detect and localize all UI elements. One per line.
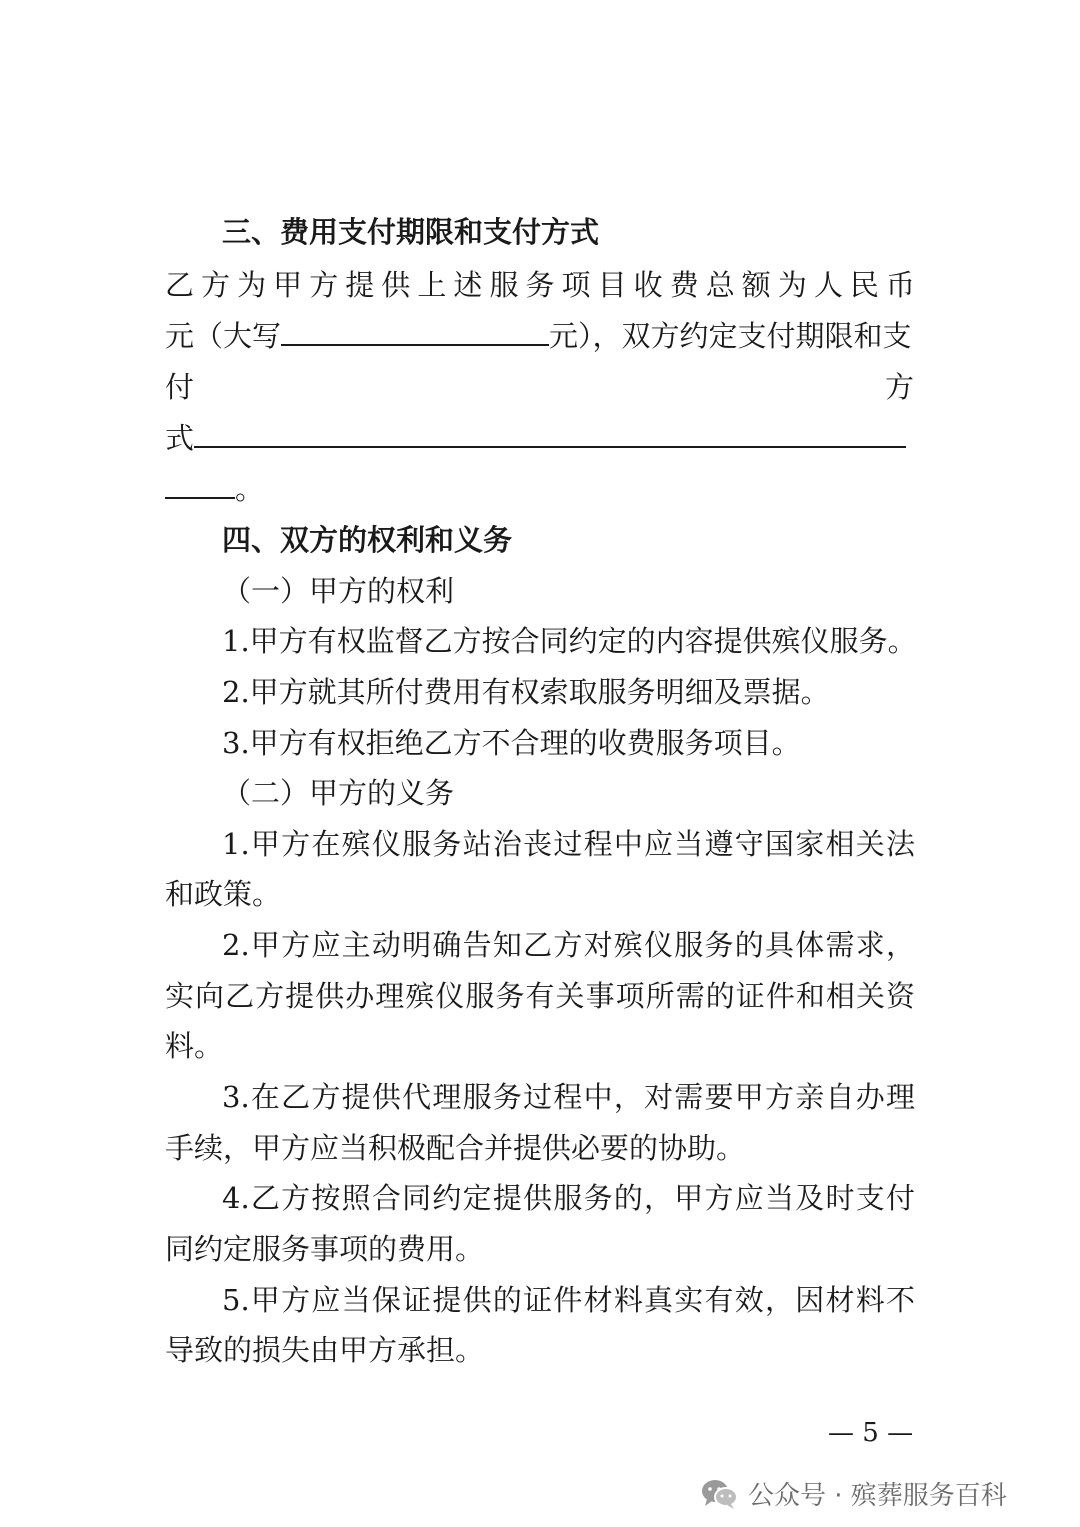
section3-heading: 三、费用支付期限和支付方式 (222, 215, 600, 249)
section3-line4 (165, 421, 906, 455)
duty2-line3: 料。 (165, 1029, 224, 1063)
section3-line5 (165, 472, 264, 506)
duty3-line2: 手续，甲方应当积极配合并提供必要的协助。 (165, 1131, 746, 1165)
duty5-line2: 导致的损失由甲方承担。 (165, 1333, 485, 1367)
section3-line1: 乙方为甲方提供上述服务项目收费总额为人民币 (165, 268, 915, 302)
section3-line2 (165, 319, 912, 353)
section3-line5-end: 。 (235, 472, 265, 506)
section4-heading: 四、双方的权利和义务 (222, 523, 513, 557)
payment-method-blank (194, 422, 906, 448)
right-item: 1.甲方有权监督乙方按合同约定的内容提供殡仪服务。 (222, 624, 917, 658)
section3-line3-left: 付 (165, 370, 195, 404)
sub-heading-duties: （二）甲方的义务 (222, 776, 455, 810)
section3-line4-pre: 式 (165, 421, 195, 455)
payment-method-blank-cont (165, 473, 235, 499)
page-number: — 5 — (828, 1418, 914, 1448)
duty4-line1: 4.乙方按照合同约定提供服务的，甲方应当及时支付 (222, 1181, 915, 1215)
section3-line2-post: 元），双方约定支付期限和支 (549, 319, 912, 353)
section3-line3-right: 方 (885, 370, 915, 404)
right-item: 2.甲方就其所付费用有权索取服务明细及票据。 (222, 675, 830, 709)
section3-line2-pre: 元（大写 (165, 319, 282, 353)
duty3-line1: 3.在乙方提供代理服务过程中，对需要甲方亲自办理 (222, 1080, 915, 1114)
duty5-line1: 5.甲方应当保证提供的证件材料真实有效，因材料不 (222, 1283, 915, 1317)
right-item: 3.甲方有权拒绝乙方不合理的收费服务项目。 (222, 726, 801, 760)
duty4-line2: 同约定服务事项的费用。 (165, 1232, 485, 1266)
amount-blank (281, 320, 549, 346)
duty2-line1: 2.甲方应主动明确告知乙方对殡仪服务的具体需求， (222, 928, 915, 962)
watermark-text: 公众号 · 殡葬服务百科 (748, 1481, 1007, 1511)
duty1-line2: 和政策。 (165, 877, 282, 911)
watermark (700, 1475, 1007, 1512)
wechat-icon (700, 1477, 740, 1511)
sub-heading-rights: （一）甲方的权利 (222, 574, 455, 608)
duty1-line1: 1.甲方在殡仪服务站治丧过程中应当遵守国家相关法 (222, 827, 915, 861)
duty2-line2: 实向乙方提供办理殡仪服务有关事项所需的证件和相关资 (165, 979, 915, 1013)
